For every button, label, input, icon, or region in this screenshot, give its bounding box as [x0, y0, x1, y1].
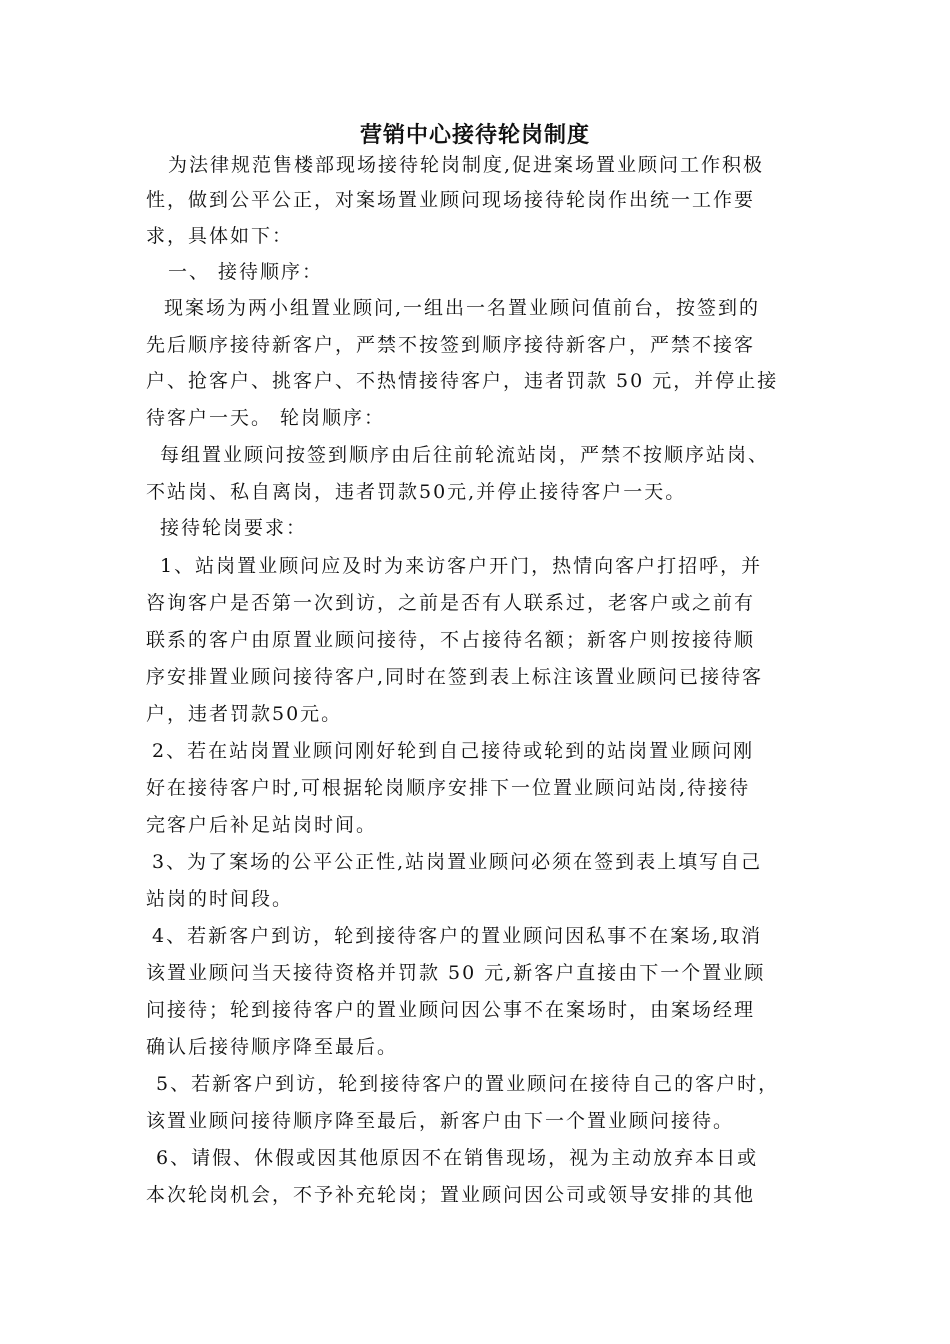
- paragraph-line: 好在接待客户时,可根据轮岗顺序安排下一位置业顾问站岗,待接待: [146, 777, 751, 799]
- document-title: 营销中心接待轮岗制度: [359, 122, 590, 148]
- paragraph-line: 为法律规范售楼部现场接待轮岗制度,促进案场置业顾问工作积极: [168, 154, 765, 176]
- paragraph-line: 确认后接待顺序降至最后。: [146, 1036, 399, 1058]
- paragraph-line: 户，违者罚款50元。: [146, 703, 343, 725]
- paragraph-line: 咨询客户是否第一次到访，之前是否有人联系过，老客户或之前有: [146, 592, 756, 614]
- paragraph-line: 求，具体如下：: [146, 225, 294, 247]
- paragraph-line: 每组置业顾问按签到顺序由后往前轮流站岗，严禁不按顺序站岗、: [160, 444, 770, 466]
- paragraph-line: 户、抢客户、挑客户、不热情接待客户，违者罚款 50 元，并停止接: [146, 370, 779, 392]
- paragraph-line: 1、站岗置业顾问应及时为来访客户开门，热情向客户打招呼，并: [160, 555, 763, 577]
- paragraph-line: 联系的客户由原置业顾问接待，不占接待名额；新客户则按接待顺: [146, 629, 756, 651]
- paragraph-line: 2、若在站岗置业顾问刚好轮到自己接待或轮到的站岗置业顾问刚: [152, 740, 755, 762]
- paragraph-line: 本次轮岗机会，不予补充轮岗；置业顾问因公司或领导安排的其他: [146, 1184, 756, 1206]
- section-heading: 一、 接待顺序：: [168, 261, 324, 283]
- paragraph-line: 该置业顾问当天接待资格并罚款 50 元,新客户直接由下一个置业顾: [146, 962, 766, 984]
- paragraph-line: 不站岗、私自离岗，违者罚款50元,并停止接待客户一天。: [146, 481, 687, 503]
- paragraph-line: 站岗的时间段。: [146, 888, 294, 910]
- paragraph-line: 性，做到公平公正，对案场置业顾问现场接待轮岗作出统一工作要: [146, 189, 756, 211]
- paragraph-line: 3、为了案场的公平公正性,站岗置业顾问必须在签到表上填写自己: [152, 851, 763, 873]
- paragraph-line: 该置业顾问接待顺序降至最后，新客户由下一个置业顾问接待。: [146, 1110, 735, 1132]
- paragraph-line: 问接待；轮到接待客户的置业顾问因公事不在案场时，由案场经理: [146, 999, 756, 1021]
- paragraph-line: 待客户一天。 轮岗顺序：: [146, 407, 386, 429]
- paragraph-line: 5、若新客户到访，轮到接待客户的置业顾问在接待自己的客户时，: [156, 1073, 780, 1095]
- paragraph-line: 序安排置业顾问接待客户,同时在签到表上标注该置业顾问已接待客: [146, 666, 764, 688]
- paragraph-line: 4、若新客户到访，轮到接待客户的置业顾问因私事不在案场,取消: [152, 925, 763, 947]
- paragraph-line: 6、请假、休假或因其他原因不在销售现场，视为主动放弃本日或: [156, 1147, 759, 1169]
- paragraph-line: 现案场为两小组置业顾问,一组出一名置业顾问值前台，按签到的: [164, 297, 761, 319]
- section-heading: 接待轮岗要求：: [160, 517, 308, 539]
- paragraph-line: 完客户后补足站岗时间。: [146, 814, 378, 836]
- paragraph-line: 先后顺序接待新客户，严禁不按签到顺序接待新客户，严禁不接客: [146, 334, 756, 356]
